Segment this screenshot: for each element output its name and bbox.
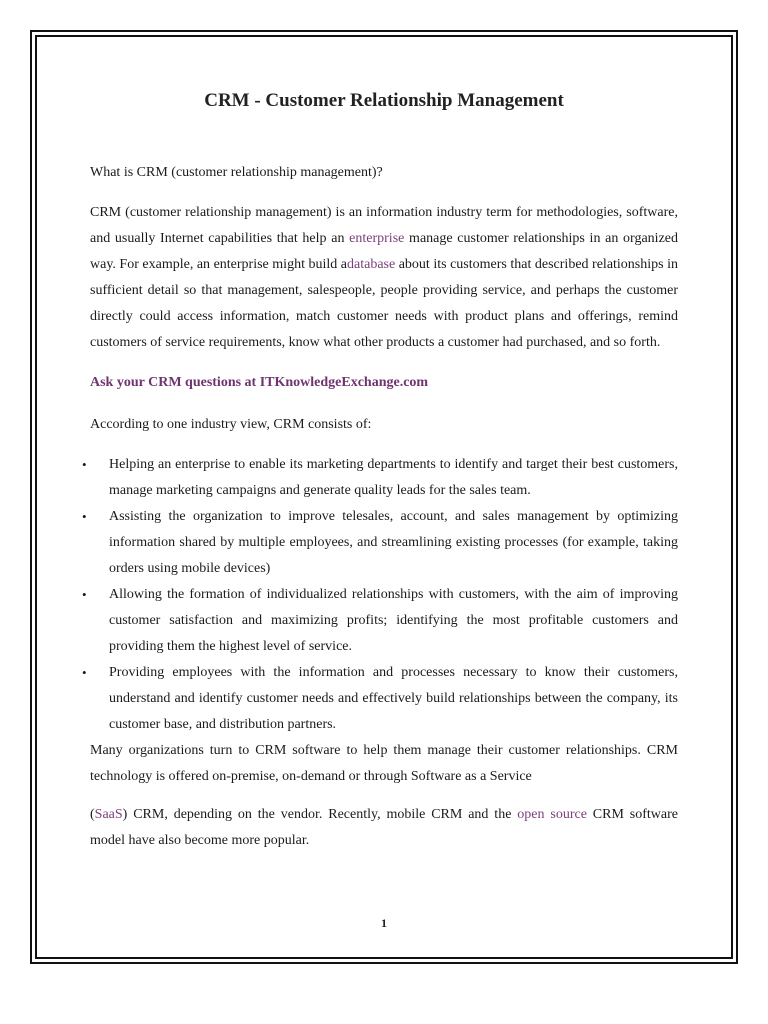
list-item [82, 660, 678, 738]
list-item-text: Allowing the formation of individualized relationships with customers, with the aim of improving customer satisfaction and maximizing profits; identifying the most profitable customers and providing them the highest level of service. [109, 587, 678, 654]
enterprise-link[interactable]: enterprise [349, 231, 405, 246]
question-paragraph: What is CRM (customer relationship management)? [90, 165, 383, 180]
list-item-text: Helping an enterprise to enable its marketing departments to identify and target their best customers, manage marketing campaigns and generate quality leads for the sales team. [109, 457, 678, 498]
bullet-list [82, 452, 678, 738]
bullet-icon: • [82, 457, 87, 472]
intro-text-3: about its customers that described relationships in sufficient detail so that management, salespeople, people providing service, and perhaps the customer directly could access information, match customer needs with product plans and offerings, remind customers of service requirements, know what other products a customer had purchased, and so forth. [90, 257, 679, 350]
list-item-text: Providing employees with the information and processes necessary to know their customers, understand and identify customer needs and effectively build relationships between the company, its customer base, and distribution partners. [109, 665, 678, 732]
database-link[interactable]: database [347, 257, 396, 272]
intro-paragraph [90, 200, 678, 356]
bullet-icon: • [82, 587, 87, 602]
document-body [82, 88, 679, 868]
closing-open-paren: ( [90, 807, 95, 822]
closing-text-2: CRM software model have also become more popular. [90, 807, 678, 848]
intro-text-2: manage customer relationships in an organized way. For example, an enterprise might build a [90, 231, 679, 272]
intro-text-1: CRM (customer relationship management) is an information industry term for methodologies, software, and usually Internet capabilities that help an [90, 205, 678, 246]
page-title: CRM - Customer Relationship Management [204, 90, 564, 111]
saas-link[interactable]: SaaS [94, 807, 123, 822]
list-intro: According to one industry view, CRM consists of: [90, 417, 372, 432]
page-number: 1 [381, 916, 387, 930]
bullet-icon: • [82, 665, 87, 680]
list-item [82, 504, 678, 582]
bullet-icon: • [82, 509, 87, 524]
itknowledgeexchange-link[interactable]: Ask your CRM questions at ITKnowledgeExchange.com [90, 375, 429, 390]
list-item [82, 452, 678, 504]
list-item-text: Assisting the organization to improve telesales, account, and sales management by optimizing information shared by multiple employees, and streamlining existing processes (for example, taking orders using mobile devices) [109, 509, 678, 576]
after-list-paragraph: Many organizations turn to CRM software to help them manage their customer relationships. CRM technology is offered on-premise, on-demand or through Software as a Service [90, 743, 678, 784]
list-item [82, 582, 678, 660]
open-source-link[interactable]: open source [517, 807, 587, 822]
closing-paragraph [90, 802, 678, 854]
closing-text-1: ) CRM, depending on the vendor. Recently, mobile CRM and the [122, 807, 518, 822]
